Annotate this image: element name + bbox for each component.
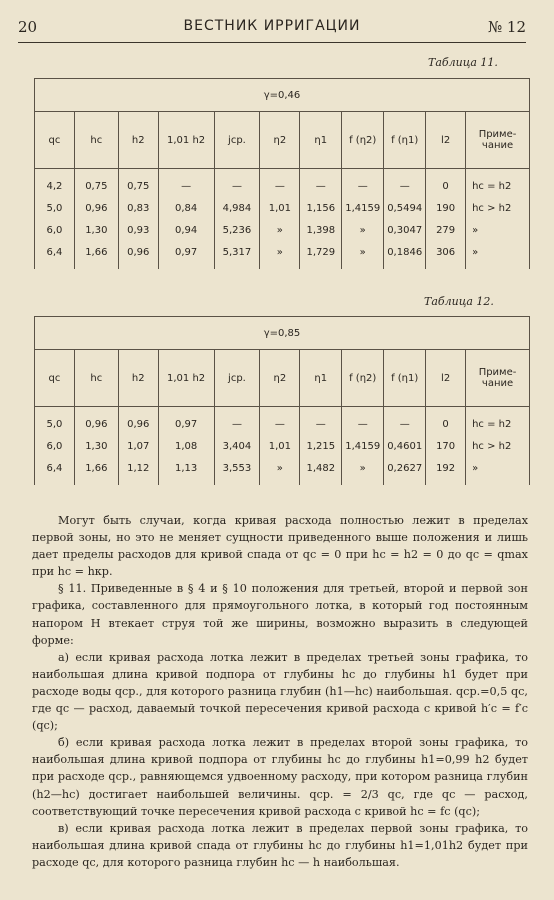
- table-cell: 1,01: [260, 435, 300, 457]
- table-cell: hc > h2: [466, 435, 530, 457]
- column-header: h2: [118, 350, 158, 407]
- paragraph: Могут быть случаи, когда кривая расхода полностью лежит в пределах первой зоны, но это не меняет сущности приведенного выше положения и лишь дает пределы расходов для кривой спада от qc = 0 при hc = h2 = 0 до qc = qmax при hc = hкр.: [32, 514, 528, 579]
- column-header: 1,01 h2: [158, 350, 214, 407]
- table-cell: —: [260, 169, 300, 198]
- column-header: l2: [426, 350, 466, 407]
- table-cell: 5,0: [35, 407, 75, 436]
- column-header: η2: [260, 350, 300, 407]
- table-cell: 3,404: [214, 435, 260, 457]
- table-cell: 1,13: [158, 457, 214, 485]
- table-cell: 1,66: [74, 457, 118, 485]
- table-cell: 1,66: [74, 241, 118, 269]
- table-cell: 6,0: [35, 435, 75, 457]
- column-header: qc: [35, 112, 75, 169]
- table-cell: 1,729: [300, 241, 342, 269]
- table-cell: 0,96: [74, 407, 118, 436]
- table-cell: 0,3047: [384, 219, 426, 241]
- table-cell: 170: [426, 435, 466, 457]
- table-cell: 0,5494: [384, 197, 426, 219]
- header-rule: [18, 42, 526, 43]
- column-header: Приме-чание: [466, 350, 530, 407]
- column-header: η1: [300, 112, 342, 169]
- page-number: 20: [18, 18, 38, 36]
- table-cell: 1,482: [300, 457, 342, 485]
- column-header: 1,01 h2: [158, 112, 214, 169]
- table-cell: 6,0: [35, 219, 75, 241]
- table-cell: 1,12: [118, 457, 158, 485]
- table-cell: 0,84: [158, 197, 214, 219]
- table-cell: 192: [426, 457, 466, 485]
- table-cell: —: [384, 169, 426, 198]
- table-cell: 5,317: [214, 241, 260, 269]
- table-cell: 0,94: [158, 219, 214, 241]
- table-cell: 1,30: [74, 219, 118, 241]
- table-11: [34, 78, 530, 269]
- table-cell: »: [342, 219, 384, 241]
- table-cell: 0,97: [158, 407, 214, 436]
- table-cell: »: [466, 219, 530, 241]
- table-cell: 0: [426, 407, 466, 436]
- column-header: hc: [74, 112, 118, 169]
- column-header: l2: [426, 112, 466, 169]
- table-cell: 6,4: [35, 241, 75, 269]
- table-row: [35, 457, 530, 485]
- table-cell: 1,156: [300, 197, 342, 219]
- paragraph: а) если кривая расхода лотка лежит в пределах третьей зоны графика, то наибольшая длина кривой подпора от глубины hc до глубины h1 будет при расходе воды qср., для которого разница глубин (h1—hc) наибольшая. qср.=0,5 qc, где qc — расход, даваемый точкой пересечения кривой расхода с кривой h′c = f′c (qc);: [32, 650, 528, 733]
- table-cell: hc = h2: [466, 169, 530, 198]
- gamma-label: γ=0,46: [35, 79, 530, 112]
- table-cell: —: [342, 407, 384, 436]
- table-cell: 5,0: [35, 197, 75, 219]
- table-cell: hc > h2: [466, 197, 530, 219]
- table-cell: 0,97: [158, 241, 214, 269]
- table-cell: 1,07: [118, 435, 158, 457]
- paragraph: § 11. Приведенные в § 4 и § 10 положения для третьей, второй и первой зон графика, составленного для прямоугольного лотка, в который год постоянным напором H втекает струя той же ширины, возможно выразить в следующей форме:: [32, 582, 528, 647]
- table-cell: —: [300, 169, 342, 198]
- table-cell: 1,30: [74, 435, 118, 457]
- table-row: [35, 407, 530, 436]
- issue-number: № 12: [487, 18, 526, 36]
- table-cell: 0,4601: [384, 435, 426, 457]
- column-header: Приме-чание: [466, 112, 530, 169]
- table-cell: »: [342, 457, 384, 485]
- table-cell: —: [214, 407, 260, 436]
- table-cell: 0,2627: [384, 457, 426, 485]
- paragraph: в) если кривая расхода лотка лежит в пределах первой зоны графика, то наибольшая длина кривой спада от глубины hc до глубины h1=1,01h2 будет при расходе qc, для которого разница глубин hc — h наибольшая.: [32, 821, 528, 869]
- column-header: h2: [118, 112, 158, 169]
- table-cell: 0,93: [118, 219, 158, 241]
- table-cell: 5,236: [214, 219, 260, 241]
- column-header: jср.: [214, 350, 260, 407]
- table-cell: 1,4159: [342, 435, 384, 457]
- table-cell: »: [466, 241, 530, 269]
- column-header: hc: [74, 350, 118, 407]
- table-cell: —: [384, 407, 426, 436]
- table-cell: 0,96: [74, 197, 118, 219]
- column-header: f (η1): [384, 350, 426, 407]
- table-cell: 4,984: [214, 197, 260, 219]
- table-cell: 0,75: [74, 169, 118, 198]
- table-cell: 4,2: [35, 169, 75, 198]
- table-cell: 0,83: [118, 197, 158, 219]
- table-cell: 0: [426, 169, 466, 198]
- table-row: [35, 197, 530, 219]
- journal-title: ВЕСТНИК ИРРИГАЦИИ: [183, 18, 361, 34]
- table-cell: 1,01: [260, 197, 300, 219]
- table-cell: »: [260, 457, 300, 485]
- table-cell: 1,08: [158, 435, 214, 457]
- gamma-label: γ=0,85: [35, 317, 530, 350]
- table-cell: 306: [426, 241, 466, 269]
- column-header: η1: [300, 350, 342, 407]
- table-cell: 0,96: [118, 407, 158, 436]
- column-header: η2: [260, 112, 300, 169]
- table-cell: 3,553: [214, 457, 260, 485]
- table-cell: 6,4: [35, 457, 75, 485]
- table-cell: —: [158, 169, 214, 198]
- table-cell: 279: [426, 219, 466, 241]
- table-row: [35, 219, 530, 241]
- table-cell: »: [466, 457, 530, 485]
- paragraph: б) если кривая расхода лотка лежит в пределах второй зоны графика, то наибольшая длина кривой подпора от глубины hc до глубины h1=0,99 h2 будет при расходе qср., равняющемся удвоенному расходу, при котором разница глубин (h2—hc) достигает наибольшей величины. qср. = 2/3 qc, где qc — расход, соответствующий точке пересечения кривой расхода с кривой hc = fc (qc);: [32, 736, 528, 818]
- table-cell: »: [260, 241, 300, 269]
- table-row: [35, 435, 530, 457]
- table-cell: —: [300, 407, 342, 436]
- body-text: [32, 512, 528, 871]
- column-header: f (η2): [342, 112, 384, 169]
- table-cell: hc = h2: [466, 407, 530, 436]
- column-header: f (η2): [342, 350, 384, 407]
- column-header: jср.: [214, 112, 260, 169]
- table-cell: »: [260, 219, 300, 241]
- table-cell: —: [342, 169, 384, 198]
- running-header: [18, 18, 526, 38]
- table-cell: 0,75: [118, 169, 158, 198]
- table-12: [34, 316, 530, 485]
- table-cell: —: [260, 407, 300, 436]
- table-cell: »: [342, 241, 384, 269]
- table-cell: 0,96: [118, 241, 158, 269]
- table-cell: 1,4159: [342, 197, 384, 219]
- column-header: qc: [35, 350, 75, 407]
- table-11-caption: Таблица 11.: [428, 56, 498, 69]
- table-cell: 1,398: [300, 219, 342, 241]
- table-cell: 0,1846: [384, 241, 426, 269]
- table-row: [35, 169, 530, 198]
- table-cell: —: [214, 169, 260, 198]
- table-row: [35, 241, 530, 269]
- table-cell: 190: [426, 197, 466, 219]
- column-header: f (η1): [384, 112, 426, 169]
- table-cell: 1,215: [300, 435, 342, 457]
- table-12-caption: Таблица 12.: [424, 295, 494, 308]
